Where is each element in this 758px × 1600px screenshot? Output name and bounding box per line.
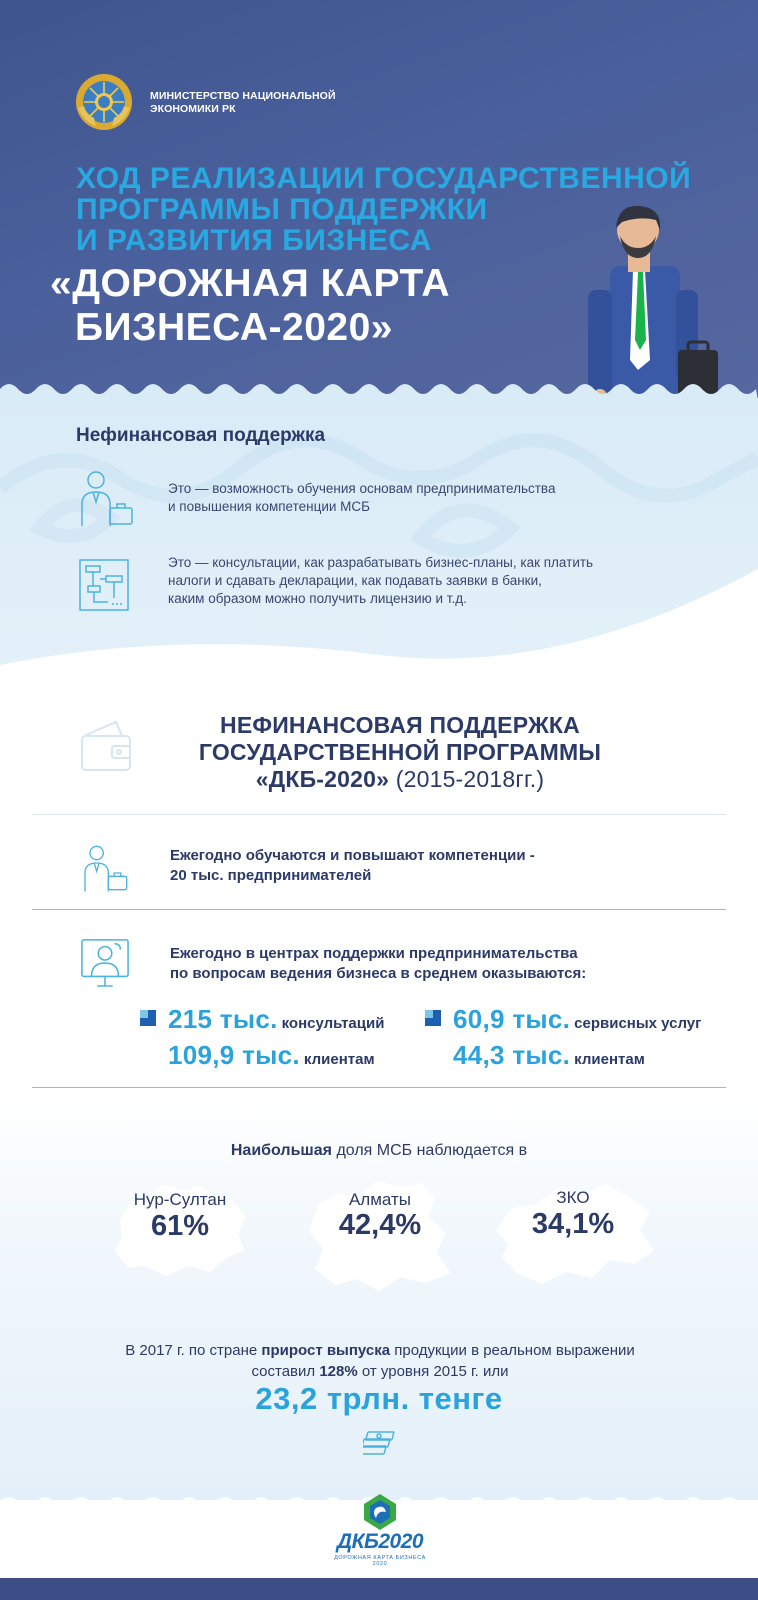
growth-p1-bold: прирост выпуска xyxy=(261,1342,391,1359)
divider xyxy=(32,1087,726,1088)
service-clients-line xyxy=(453,1040,645,1071)
consultations-line xyxy=(168,1004,384,1035)
consultations-value: 215 тыс. xyxy=(168,1004,278,1034)
consultant-icon xyxy=(80,936,130,988)
program-years: (2015-2018гг.) xyxy=(395,766,545,792)
nonfinancial-title: Нефинансовая поддержка xyxy=(76,425,326,446)
output-total-value: 23,2 трлн. тенге xyxy=(255,1381,503,1416)
consultation-clients-value: 109,9 тыс. xyxy=(168,1040,300,1070)
title-line-2: БИЗНЕСА-2020» xyxy=(75,306,393,349)
service-clients-label: клиентам xyxy=(574,1051,645,1068)
sme-share-title-bold: Наибольшая xyxy=(230,1142,332,1159)
growth-p1-rest: продукции в реальном выражении xyxy=(390,1342,635,1359)
training-stat-line-2: 20 тыс. предпринимателей xyxy=(170,867,372,884)
businessman-illustration xyxy=(580,200,720,400)
region-name: ЗКО xyxy=(556,1188,590,1207)
program-support-title xyxy=(140,712,660,793)
growth-p2-rest: от уровня 2015 г. или xyxy=(357,1363,509,1380)
growth-line-1 xyxy=(80,1340,680,1361)
divider xyxy=(32,814,726,815)
region-value: 61% xyxy=(150,1210,210,1242)
region-value: 34,1% xyxy=(531,1208,615,1240)
support-centers-stat xyxy=(170,944,650,984)
training-stat-line-1: Ежегодно обучаются и повышают компетенции - xyxy=(170,847,535,864)
ministry-line-2: ЭКОНОМИКИ РК xyxy=(150,103,236,115)
support-stat-line-2: по вопросам ведения бизнеса в среднем оказываются: xyxy=(170,965,587,982)
dkb2020-logo-subtitle: ДОРОЖНАЯ КАРТА БИЗНЕСА 2020 xyxy=(334,1555,426,1567)
output-growth-text xyxy=(80,1340,680,1382)
program-title xyxy=(50,262,550,350)
region-zko xyxy=(488,1178,658,1288)
subtitle-line-2: ПРОГРАММЫ ПОДДЕРЖКИ xyxy=(76,193,488,226)
header-banner xyxy=(0,0,758,400)
entrepreneur-icon xyxy=(76,468,136,528)
square-bullet-icon xyxy=(425,1010,441,1026)
state-emblem-icon xyxy=(74,72,134,132)
subtitle-line-1: ХОД РЕАЛИЗАЦИИ ГОСУДАРСТВЕННОЙ xyxy=(76,162,692,195)
growth-p2-bold: 128% xyxy=(319,1363,358,1380)
support-stat-line-1: Ежегодно в центрах поддержки предпринимательства xyxy=(170,945,578,962)
section-curve xyxy=(0,569,758,678)
wallet-icon xyxy=(78,718,134,774)
square-bullet-icon xyxy=(140,1010,156,1026)
region-value: 42,4% xyxy=(338,1209,422,1241)
region-nur-sultan xyxy=(110,1180,250,1280)
consultations-label: консультаций xyxy=(281,1015,385,1032)
services-value: 60,9 тыс. xyxy=(453,1004,571,1034)
subtitle-line-3: И РАЗВИТИЯ БИЗНЕСА xyxy=(76,224,432,257)
program-title-line-1: НЕФИНАНСОВАЯ ПОДДЕРЖКА xyxy=(220,712,580,738)
ministry-line-1: МИНИСТЕРСТВО НАЦИОНАЛЬНОЙ xyxy=(150,90,336,102)
services-line xyxy=(453,1004,701,1035)
region-almaty xyxy=(305,1173,455,1293)
money-stack-icon xyxy=(363,1428,395,1458)
item2-line-3: каким образом можно получить лицензию и т.д. xyxy=(168,591,467,606)
nonfinancial-item-1 xyxy=(168,480,638,516)
footer-bar xyxy=(0,1578,758,1600)
growth-line-2 xyxy=(80,1361,680,1382)
sme-share-title xyxy=(0,1142,758,1160)
service-clients-value: 44,3 тыс. xyxy=(453,1040,571,1070)
nonfinancial-section xyxy=(0,398,758,678)
region-name: Нур-Султан xyxy=(133,1190,227,1209)
item2-line-1: Это — консультации, как разрабатывать бизнес-планы, как платить xyxy=(168,555,594,570)
program-title-line-2: ГОСУДАРСТВЕННОЙ ПРОГРАММЫ xyxy=(198,739,602,765)
training-stat xyxy=(170,846,610,886)
divider xyxy=(32,909,726,910)
header-wave-divider xyxy=(0,375,758,400)
title-line-1: «ДОРОЖНАЯ КАРТА xyxy=(50,262,451,305)
program-title-line-3 xyxy=(140,766,660,793)
growth-p2: составил xyxy=(251,1363,320,1380)
dkb2020-logo-text: ДКБ2020 xyxy=(336,1530,424,1553)
sme-share-title-rest: доля МСБ наблюдается в xyxy=(336,1142,528,1159)
region-name: Алматы xyxy=(348,1190,412,1209)
program-name: «ДКБ-2020» xyxy=(255,766,390,792)
item1-line-2: и повышения компетенции МСБ xyxy=(168,499,371,514)
entrepreneur-icon xyxy=(80,842,130,894)
services-label: сервисных услуг xyxy=(574,1015,702,1032)
item1-line-1: Это — возможность обучения основам предпринимательства xyxy=(168,481,556,496)
item2-line-2: налоги и сдавать декларации, как подавать заявки в банки, xyxy=(168,573,542,588)
ministry-name xyxy=(150,90,350,116)
growth-p1: В 2017 г. по стране xyxy=(125,1342,262,1359)
consultation-clients-label: клиентам xyxy=(303,1051,375,1068)
consultation-clients-line xyxy=(168,1040,375,1071)
